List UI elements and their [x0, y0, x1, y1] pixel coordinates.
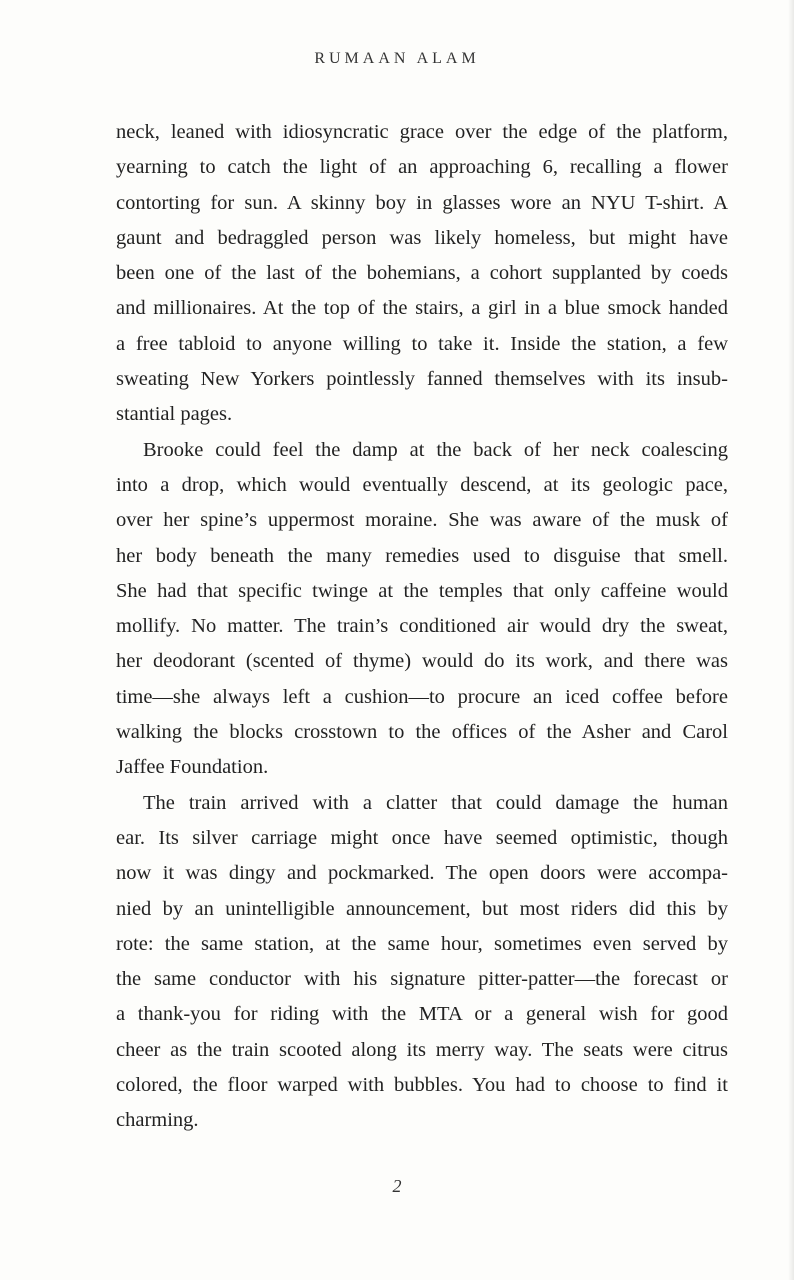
text-line: sweating New Yorkers pointlessly fanned themselves with its insub-	[116, 368, 728, 391]
text-line: over her spine’s uppermost moraine. She was aware of the musk of	[116, 509, 728, 532]
text-line: The train arrived with a clatter that could damage the human	[143, 791, 728, 814]
text-line: stantial pages.	[116, 403, 233, 426]
text-line: charming.	[116, 1109, 199, 1132]
text-line: her body beneath the many remedies used to disguise that smell.	[116, 544, 728, 567]
text-line: rote: the same station, at the same hour, sometimes even served by	[116, 932, 728, 955]
text-line: her deodorant (scented of thyme) would do its work, and there was	[116, 650, 728, 673]
text-line: been one of the last of the bohemians, a cohort supplanted by coeds	[116, 262, 728, 285]
text-line: now it was dingy and pockmarked. The open doors were accompa-	[116, 862, 728, 885]
text-line: gaunt and bedraggled person was likely homeless, but might have	[116, 226, 728, 249]
text-line: yearning to catch the light of an approaching 6, recalling a flower	[116, 156, 728, 179]
text-line: Jaffee Foundation.	[116, 756, 269, 779]
text-line: a thank-you for riding with the MTA or a general wish for good	[116, 1003, 728, 1026]
body-text	[116, 115, 728, 1139]
text-line: cheer as the train scooted along its merry way. The seats were citrus	[116, 1038, 728, 1061]
text-line: colored, the floor warped with bubbles. You had to choose to find it	[116, 1074, 728, 1097]
text-line: into a drop, which would eventually descend, at its geologic pace,	[116, 473, 728, 496]
text-line: neck, leaned with idiosyncratic grace over the edge of the platform,	[116, 121, 728, 143]
text-line: time—she always left a cushion—to procure an iced coffee before	[116, 685, 728, 708]
text-line: and millionaires. At the top of the stairs, a girl in a blue smock handed	[116, 297, 728, 320]
text-line: mollify. No matter. The train’s conditioned air would dry the sweat,	[116, 615, 728, 638]
text-line: nied by an unintelligible announcement, but most riders did this by	[116, 897, 728, 920]
text-line: the same conductor with his signature pitter-patter—the forecast or	[116, 968, 728, 991]
text-line: Brooke could feel the damp at the back of her neck coalescing	[143, 438, 728, 461]
running-head-author: RUMAAN ALAM	[314, 50, 480, 67]
text-line: walking the blocks crosstown to the offices of the Asher and Carol	[116, 721, 728, 744]
text-line: contorting for sun. A skinny boy in glasses wore an NYU T-shirt. A	[116, 191, 728, 214]
text-line: ear. Its silver carriage might once have seemed optimistic, though	[116, 826, 728, 849]
text-line: She had that specific twinge at the temples that only caffeine would	[116, 579, 728, 602]
page-edge-shadow	[788, 0, 794, 1280]
page-number: 2	[392, 1176, 402, 1196]
text-line: a free tabloid to anyone willing to take it. Inside the station, a few	[116, 332, 728, 355]
